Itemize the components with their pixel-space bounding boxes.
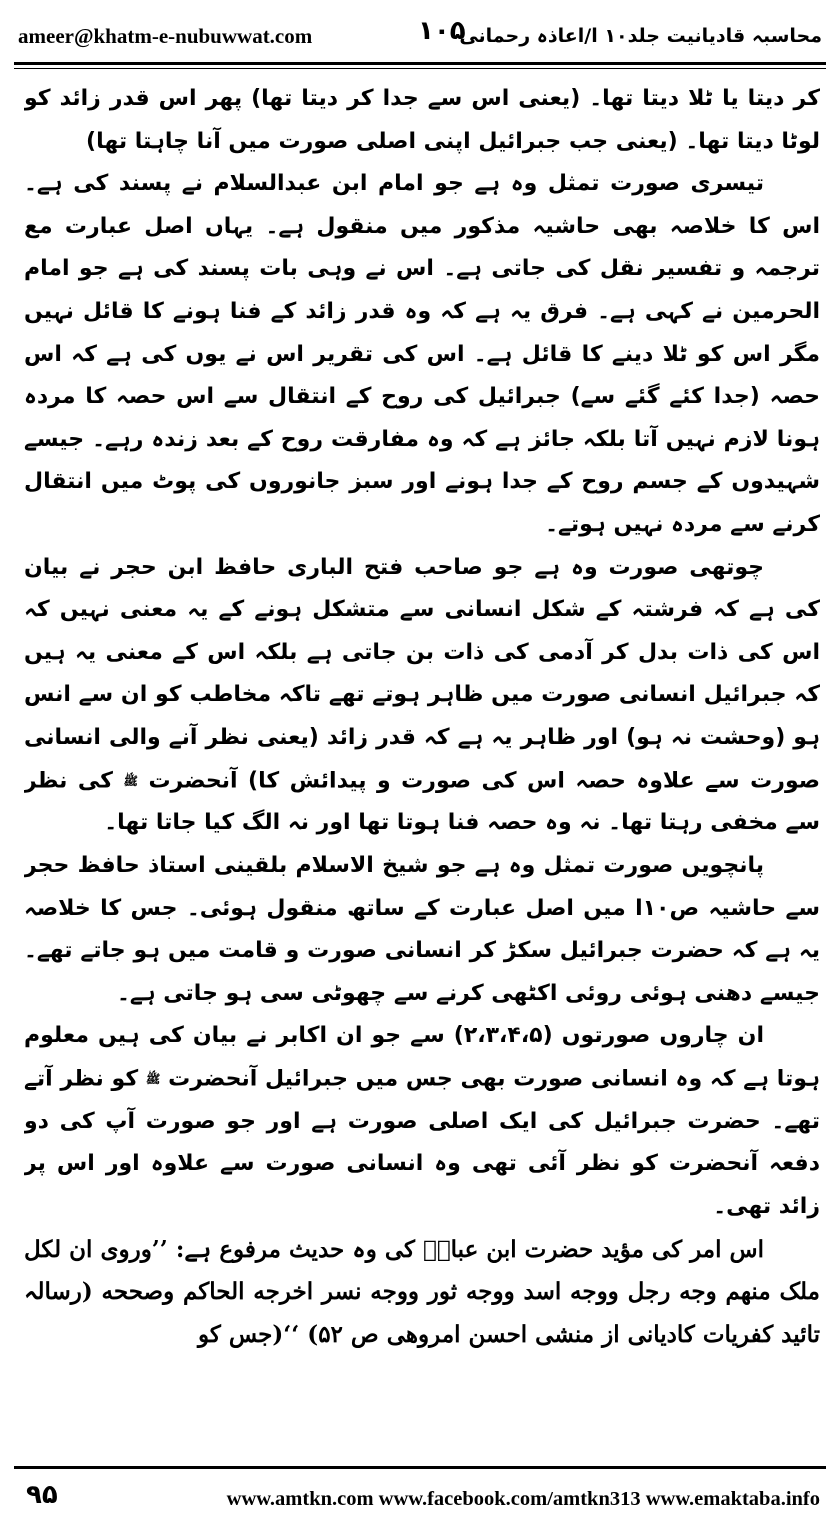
paragraph-5-part-b: کو نظر آتے تھے۔ حضرت جبرائیل کی ایک اصلی صورت ہے اور جو صورت آپ کی دو دفعہ آنحضرت کو نظر آئی تھی وہ انسانی صورت سے علاوہ اور اس پر زائد تھی۔: [24, 1066, 820, 1220]
paragraph-1: کر دیتا یا ٹلا دیتا تھا۔ (یعنی اس سے جدا کر دیتا تھا) پھر اس قدر زائد کو لوٹا دیتا تھا۔ (یعنی جب جبرائیل اپنی اصلی صورت میں آنا چاہتا تھا): [24, 86, 820, 154]
page-footer: [14, 1466, 826, 1528]
running-title: محاسبہ قادیانیت جلد۱۰ ا/اعاذہ رحمانی: [459, 25, 822, 47]
paragraph-3: [24, 547, 820, 845]
header-page-number: ۱۰۵: [418, 16, 466, 46]
paragraph-6: اس امر کی مؤید حضرت ابن عباسؓ کی وہ حدیث مرفوع ہے: ’’وروی ان لکل ملک منهم وجه رجل ووجه اسد ووجه ثور ووجه نسر اخرجه الحاکم وصححه (رسالہ تائید کفریات کادیانی از منشی احسن امروھی ص ۵۲) ‘‘(جس کو: [24, 1235, 820, 1348]
paragraph-5-part-a: ان چاروں صورتوں (۲،۳،۴،۵) سے جو ان اکابر نے بیان کی ہیں معلوم ہوتا ہے کہ وہ انسانی صورت بھی جس میں جبرائیل آنحضرت: [24, 1023, 820, 1092]
footer-links: www.amtkn.com www.facebook.com/amtkn313 www.emaktaba.info: [226, 1488, 820, 1510]
page-body: [24, 78, 820, 1446]
footer-rule: [14, 1466, 826, 1469]
honorific-mark-2: ﷺ: [145, 1071, 161, 1086]
paragraph-5: [24, 1015, 820, 1228]
paragraph-2: تیسری صورت تمثل وہ ہے جو امام ابن عبدالسلام نے پسند کی ہے۔ اس کا خلاصہ بھی حاشیہ مذکور میں منقول ہے۔ یہاں اصل عبارت مع ترجمہ و تفسیر نقل کی جاتی ہے۔ اس نے وہی بات پسند کی ہے جو امام الحرمین نے کہی ہے۔ فرق یہ ہے کہ وہ قدر زائد کے فنا ہونے کا قائل نہیں مگر اس کو ٹلا دینے کا قائل ہے۔ اس کی تقریر اس نے یوں کی ہے کہ اس حصہ (جدا کئے گئے سے) جبرائیل کی روح کے انتقال سے اس حصہ کا مردہ ہونا لازم نہیں آتا بلکہ جائز ہے کہ وہ مفارقت روح کے بعد زندہ رہے۔ جیسے شہیدوں کے جسم روح کے جدا ہونے اور سبز جانوروں کی پوٹ میں انتقال کرنے سے مردہ نہیں ہوتے۔: [24, 171, 820, 537]
footer-page-number: ۹۵: [26, 1480, 58, 1510]
header-rule-thin: [14, 68, 826, 69]
header-rule: [14, 62, 826, 65]
header-email: ameer@khatm-e-nubuwwat.com: [18, 23, 313, 48]
paragraph-3-part-a: چوتھی صورت وہ ہے جو صاحب فتح الباری حافظ ابن حجر نے بیان کی ہے کہ فرشتہ کے شکل انسانی سے متشکل ہونے کے یہ معنی نہیں کہ اس کی ذات بدل کر آدمی کی ذات بن جاتی ہے بلکہ اس کے معنی یہ ہیں کہ جبرائیل انسانی صورت میں ظاہر ہوتے تھے تاکہ مخاطب کو ان سے انس ہو (وحشت نہ ہو) اور ظاہر یہ ہے کہ قدر زائد (یعنی نظر آنے والی انسانی صورت سے علاوہ حصہ اس کی صورت و پیدائش کا) آنحضرت: [24, 554, 820, 793]
honorific-mark: ﷺ: [123, 773, 138, 788]
paragraph-4: پانچویں صورت تمثل وہ ہے جو شیخ الاسلام بلقینی استاذ حافظ حجر سے حاشیہ ص۱۰ا میں اصل عبارت کے ساتھ منقول ہوئی۔ جس کا خلاصہ یہ ہے کہ حضرت جبرائیل سکڑ کر انسانی صورت و قامت میں ہو جاتے تھے۔ جیسے دھنی ہوئی روئی اکٹھی کرنے سے چھوٹی سی ہو جاتی ہے۔: [24, 852, 820, 1006]
page-header: [18, 14, 822, 58]
paragraph-3-part-b: کی نظر سے مخفی رہتا تھا۔ نہ وہ حصہ فنا ہوتا تھا اور نہ الگ کیا جاتا تھا۔: [24, 767, 820, 836]
